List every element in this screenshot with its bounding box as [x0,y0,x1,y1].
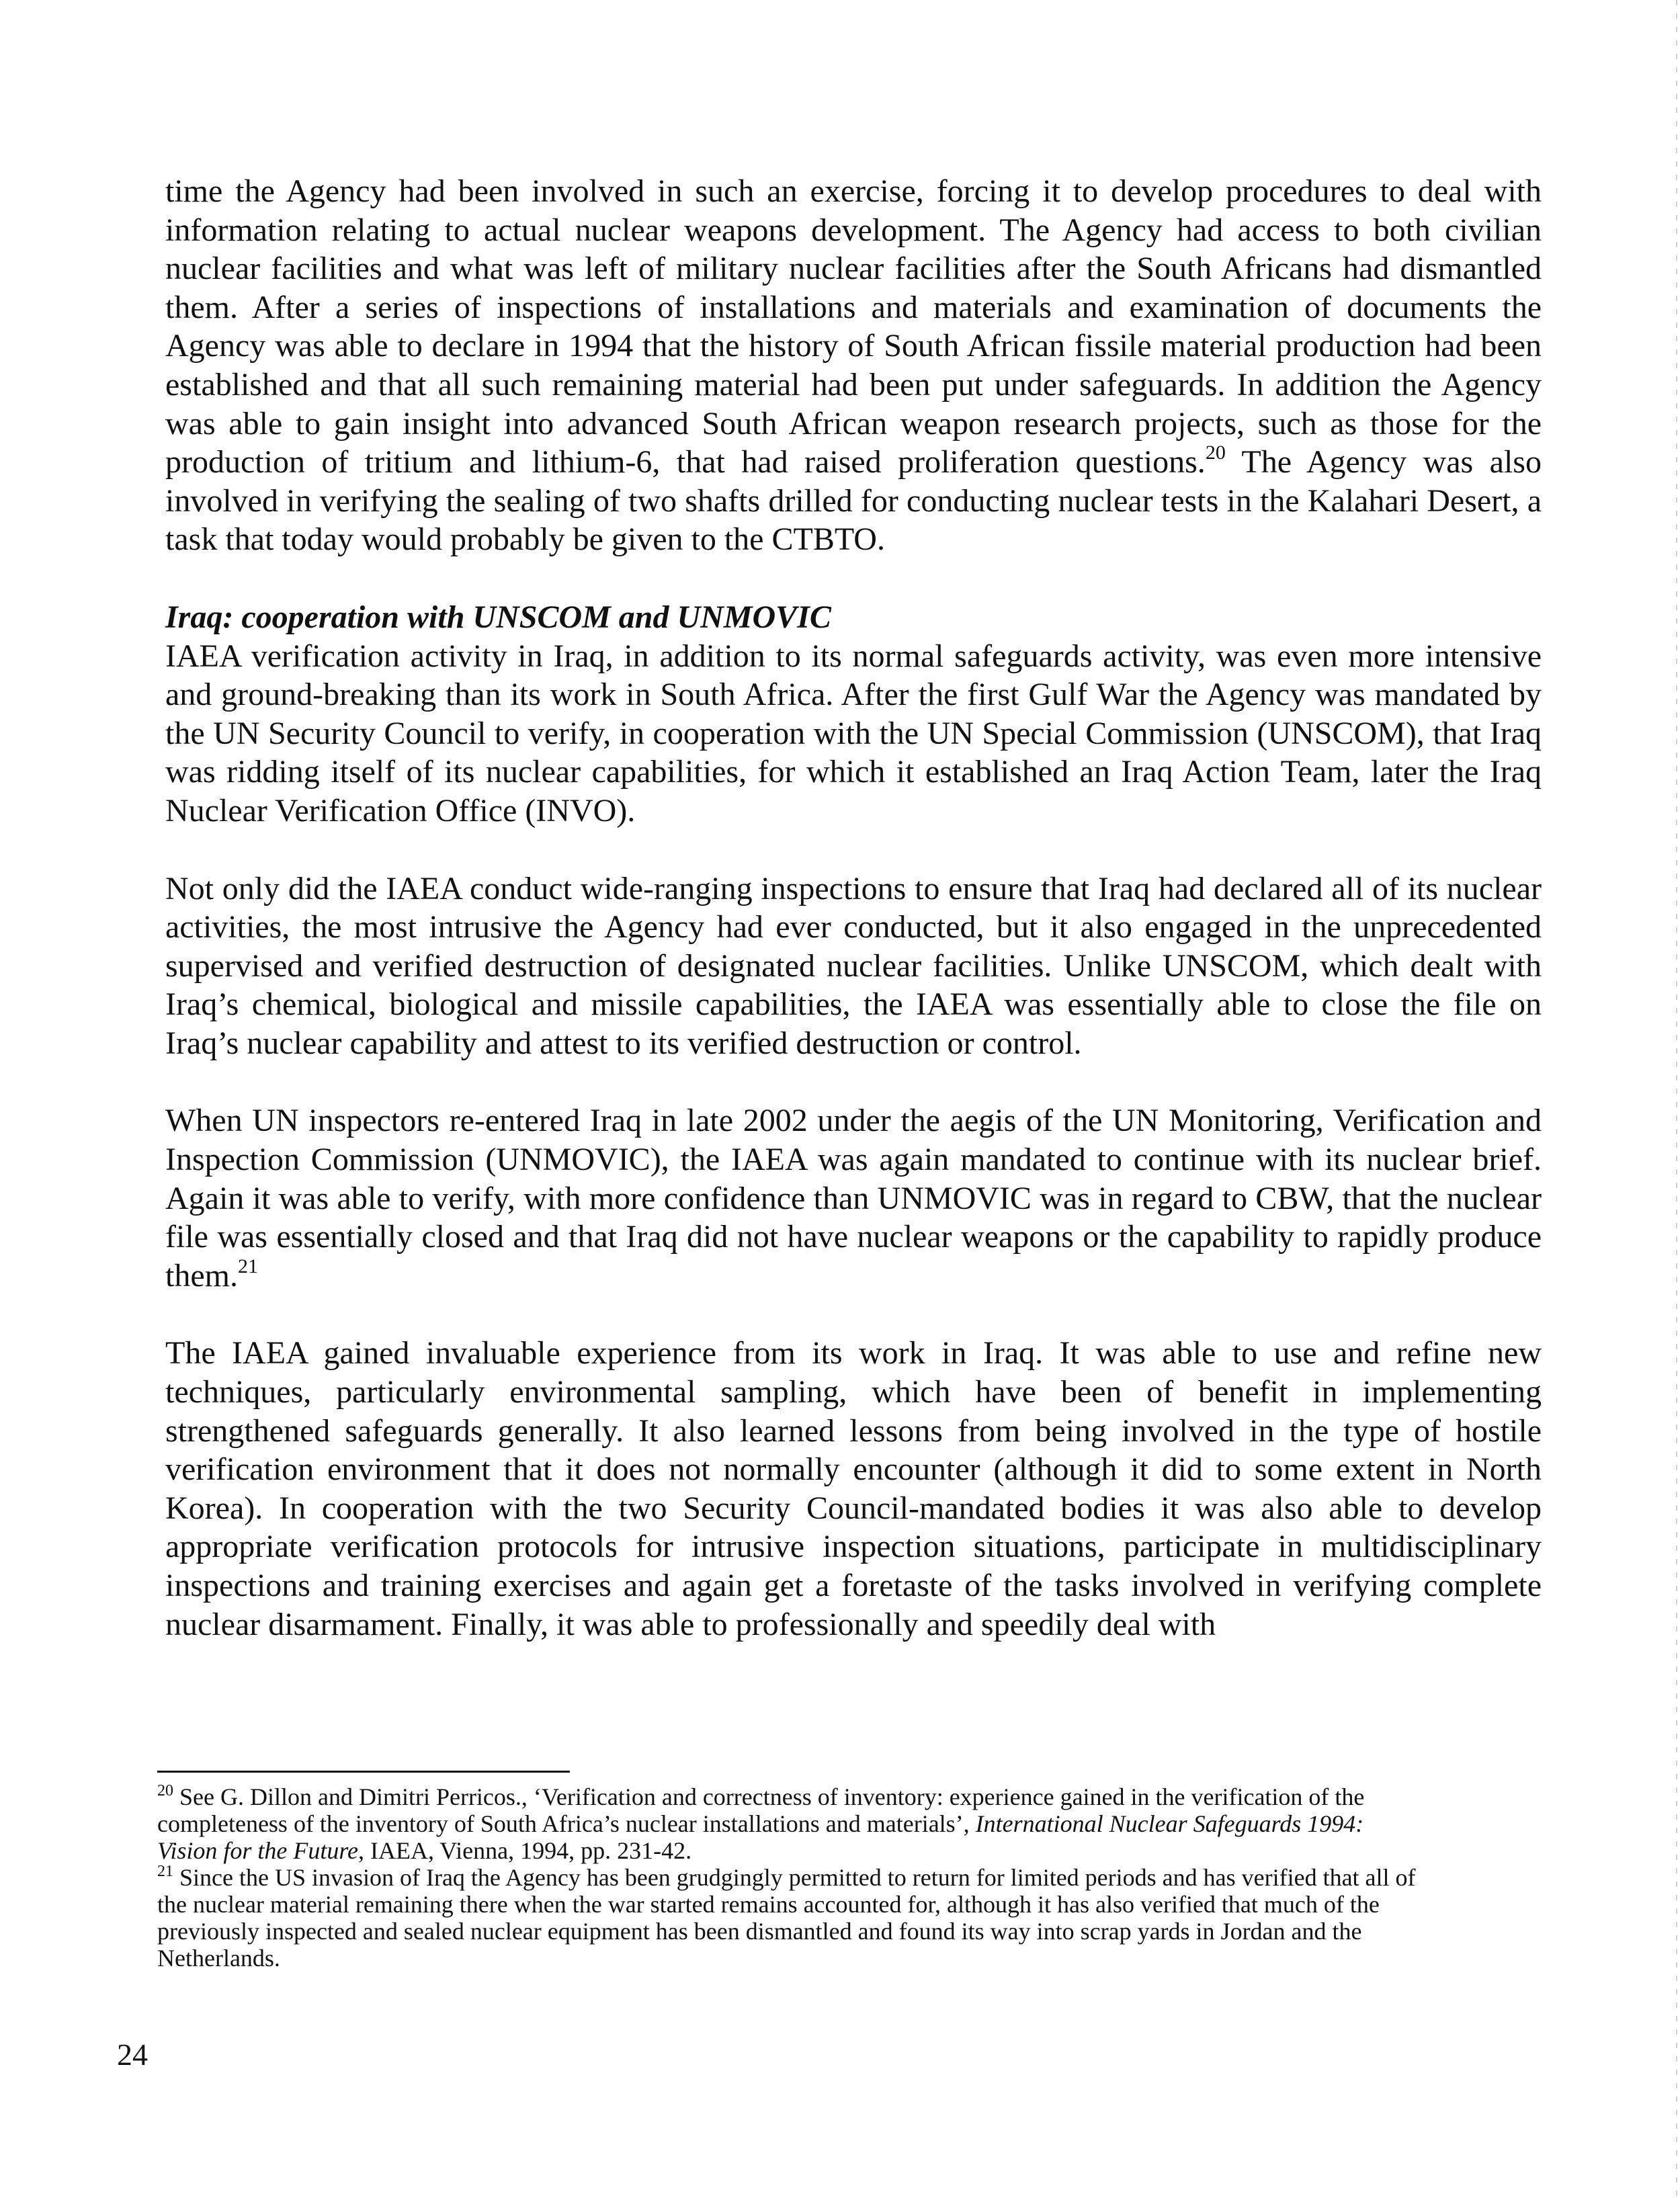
body-text [165,172,1542,1644]
paragraph-south-africa [165,172,1542,559]
footnote-text: , IAEA, Vienna, 1994, pp. 231-42. [358,1837,692,1864]
footnote-number: 21 [157,1863,173,1880]
footnote-ref-20[interactable]: 20 [1205,441,1226,464]
paragraph-text: The Agency was also involved in verifying the sealing of two shafts drilled for conducting nuclear tests in the Kalahari Desert, a task that today would probably be given to the CTBTO. [165,444,1542,558]
page-number: 24 [117,2037,148,2072]
paragraph-text: When UN inspectors re-entered Iraq in late 2002 under the aegis of the UN Monitoring, Verification and Inspection Commission (UNMOVIC), the IAEA was again mandated to continue with its nuclear brief. Again it was able to verify, with more confidence than UNMOVIC was in regard to CBW, that the nuclear file was essentially closed and that Iraq did not have nuclear weapons or the capability to rapidly produce them. [165,1103,1542,1294]
paragraph-experience: The IAEA gained invaluable experience from its work in Iraq. It was able to use and refine new techniques, particularly environmental sampling, which have been of benefit in implementing strengthened safeguards generally. It also learned lessons from being involved in the type of hostile verification environment that it does not normally encounter (although it did to some extent in North Korea). In cooperation with the two Security Council-mandated bodies it was also able to develop appropriate verification protocols for intrusive inspection situations, participate in multidisciplinary inspections and training exercises and again get a foretaste of the tasks involved in verifying complete nuclear disarmament. Finally, it was able to professionally and speedily deal with [165,1335,1542,1642]
scan-edge-artifact [1676,0,1677,2198]
footnote-ref-21[interactable]: 21 [237,1255,258,1277]
section-heading-iraq: Iraq: cooperation with UNSCOM and UNMOVIC [165,599,831,635]
footnote-publication-title: International Nuclear Safeguards 1994: Vision for the Future [157,1810,1364,1864]
footnotes [157,1783,1421,1972]
paragraph-text: time the Agency had been involved in such an exercise, forcing it to develop procedures to deal with information relating to actual nuclear weapons development. The Agency had access to both civilian nuclear facilities and what was left of military nuclear facilities after the South Africans had dismantled them. After a series of inspections of installations and materials and examination of documents the Agency was able to declare in 1994 that the history of South African fissile material production had been established and that all such remaining material had been put under safeguards. In addition the Agency was able to gain insight into advanced South African weapon research projects, such as those for the production of tritium and lithium-6, that had raised proliferation questions. [165,173,1542,480]
footnote-21 [157,1864,1421,1972]
footnote-number: 20 [157,1782,173,1800]
footnote-text: See G. Dillon and Dimitri Perricos., ‘Verification and correctness of inventory: experience gained in the verification of the completeness of the inventory of South Africa’s nuclear installations and materials’, [157,1783,1365,1837]
footnote-text: Since the US invasion of Iraq the Agency has been grudgingly permitted to return for limited periods and has verified that all of the nuclear material remaining there when the war started remains accounted for, although it has also verified that much of the previously inspected and sealed nuclear equipment has been dismantled and found its way into scrap yards in Jordan and the Netherlands. [157,1864,1416,1972]
paragraph-unmovic [165,1101,1542,1295]
footnote-divider [157,1771,570,1773]
paragraph-iaea-inspections: Not only did the IAEA conduct wide-ranging inspections to ensure that Iraq had declared all of its nuclear activities, the most intrusive the Agency had ever conducted, but it also engaged in the unprecedented supervised and verified destruction of designated nuclear facilities. Unlike UNSCOM, which dealt with Iraq’s chemical, biological and missile capabilities, the IAEA was essentially able to close the file on Iraq’s nuclear capability and attest to its verified destruction or control. [165,870,1542,1061]
paragraph-iraq-verification: IAEA verification activity in Iraq, in addition to its normal safeguards activity, was even more intensive and ground-breaking than its work in South Africa. After the first Gulf War the Agency was mandated by the UN Security Council to verify, in cooperation with the UN Special Commission (UNSCOM), that Iraq was ridding itself of its nuclear capabilities, for which it established an Iraq Action Team, later the Iraq Nuclear Verification Office (INVO). [165,638,1542,829]
footnote-20 [157,1783,1421,1864]
